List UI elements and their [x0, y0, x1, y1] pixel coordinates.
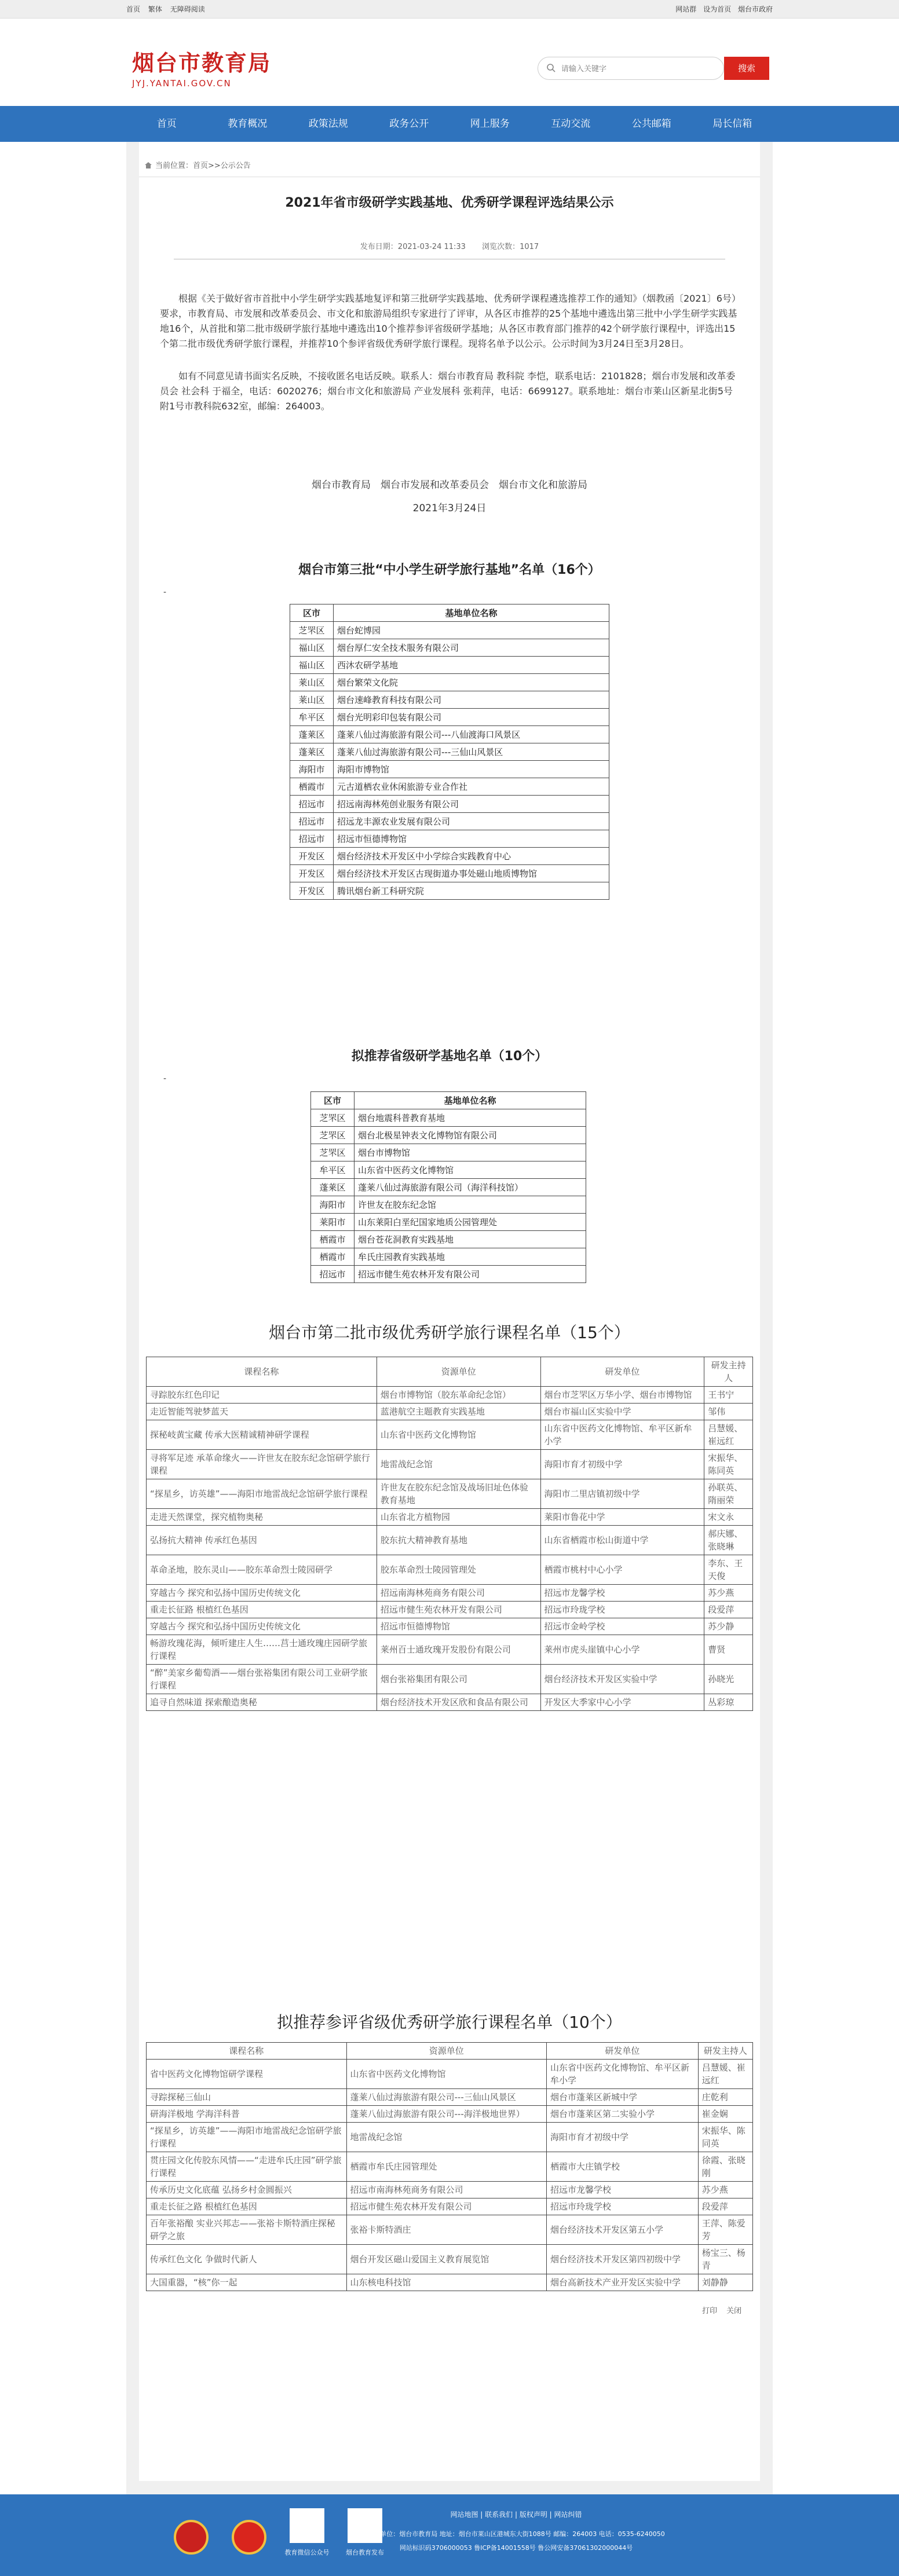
table-header: 研发单位	[547, 2043, 699, 2060]
table-cell: 蓬莱八仙过海旅游有限公司---三仙山风景区	[346, 2089, 547, 2106]
table-row	[311, 1196, 586, 1214]
table-cell: 招远市	[290, 830, 334, 848]
table-row	[147, 1665, 753, 1694]
print-bar	[695, 2304, 741, 2315]
table-cell: 百年张裕酿 实业兴邦志——张裕卡斯特酒庄探秘研学之旅	[147, 2215, 347, 2245]
table-cell: 山东核电科技馆	[346, 2274, 547, 2291]
table-row	[311, 1144, 586, 1161]
table-row	[147, 1420, 753, 1450]
table-cell: 寻踪胶东红色印记	[147, 1387, 377, 1404]
nav-overview[interactable]: 教育概况	[228, 118, 268, 130]
table-row	[147, 2152, 753, 2182]
table-row	[290, 796, 609, 813]
table-header: 基地单位名称	[334, 604, 609, 622]
table-cell: 传承红色文化 争做时代新人	[147, 2245, 347, 2274]
table-cell: 招远南海林苑创业服务有限公司	[334, 796, 609, 813]
table-row	[290, 848, 609, 865]
table-cell: 李东、王天俊	[704, 1555, 753, 1585]
table-cell: 海阳市	[290, 761, 334, 778]
table-cell: 山东省中医药文化博物馆、牟平区新牟小学	[547, 2060, 699, 2089]
table-cell: 芝罘区	[290, 622, 334, 639]
table-cell: 穿越古今 探究和弘扬中国历史传统文化	[147, 1618, 377, 1635]
table-cell: 蓬莱八仙过海旅游有限公司（海洋科技馆）	[355, 1179, 586, 1196]
table-cell: 传承历史文化底蕴 弘扬乡村金圆振兴	[147, 2182, 347, 2198]
table-header: 区市	[311, 1092, 355, 1109]
table-cell: 开发区	[290, 865, 334, 882]
paragraph-1: 根据《关于做好省市首批中小学生研学实践基地复评和第三批研学实践基地、优秀研学课程遴选推荐工作的通知》（烟教函〔2021〕6号）要求，市教育局、市发展和改革委员会、市文化和旅游局组织专家进行了评审，从各区市推荐的25个基地中遴选出第三批中小学生研学实践基地16个，从首批和第二批市级研学旅行基地中遴选出10个推荐参评省级研学基地；从各区市教育部门推荐的42个研学旅行课程中，评选出15个第二批市级优秀研学旅行课程，并推荐10个参评省级优秀研学旅行课程。现将名单予以公示。公示时间为3月24日至3月28日。	[160, 293, 737, 349]
table-row	[147, 1509, 753, 1526]
table-row	[147, 2215, 753, 2245]
paragraph-2: 如有不同意见请书面实名反映，不接收匿名电话反映。联系人：烟台市教育局 教科院 李恺，联系电话：2101828；烟台市发展和改革委员会 社会科 于福全，电话：6020276；烟台市文化和旅游局 产业发展科 张莉萍，电话：6699127。联系地址：烟台市莱山区新星北街5号附1号市教科院632室，邮编：264003。	[160, 371, 736, 412]
table-row	[311, 1248, 586, 1266]
table-cell: 海阳市育才初级中学	[547, 2123, 699, 2152]
table-cell: 海阳市	[311, 1196, 355, 1214]
table-row	[290, 674, 609, 691]
search-button[interactable]: 搜索	[724, 57, 769, 80]
table-header: 区市	[290, 604, 334, 622]
nav-interact[interactable]: 互动交流	[551, 118, 591, 130]
table-cell: 走进天然课堂，探究植物奥秘	[147, 1509, 377, 1526]
table-row	[147, 2245, 753, 2274]
table-row	[147, 1387, 753, 1404]
logo-title: 烟台市教育局	[132, 50, 272, 76]
table-row	[290, 882, 609, 900]
table-row	[147, 1585, 753, 1602]
table-cell: 弘扬抗大精神 传承红色基因	[147, 1526, 377, 1555]
table-cell: 烟台张裕集团有限公司	[377, 1665, 540, 1694]
topbar-traditional-link[interactable]: 繁体	[148, 5, 162, 13]
table-cell: 王书宁	[704, 1387, 753, 1404]
article-meta	[139, 240, 760, 251]
nav-policy[interactable]: 政策法规	[308, 118, 348, 130]
table-row	[290, 865, 609, 882]
table-cell: 莱州百士通玫瑰开发股份有限公司	[377, 1635, 540, 1665]
table-cell: 栖霞市牟氏庄园管理处	[346, 2152, 547, 2182]
table-cell: 王萍、陈爱芳	[698, 2215, 752, 2245]
table-row	[290, 657, 609, 674]
table-header: 研发单位	[540, 1357, 704, 1387]
section3-title: 烟台市第二批市级优秀研学旅行课程名单（15个）	[269, 1323, 630, 1342]
table-row	[290, 709, 609, 726]
table-row	[147, 2274, 753, 2291]
table-cell: 腾讯烟台新工科研究院	[334, 882, 609, 900]
search-box	[538, 57, 724, 80]
nav-services[interactable]: 网上服务	[470, 118, 510, 130]
table-cell: 牟平区	[290, 709, 334, 726]
table-cell: 烟台光明彩印包装有限公司	[334, 709, 609, 726]
nav-mail[interactable]: 公共邮箱	[631, 118, 671, 130]
table-cell: 重走长征路 根植红色基因	[147, 1602, 377, 1618]
table-row	[290, 743, 609, 761]
table-row	[311, 1109, 586, 1127]
table-cell: 贯庄园文化传胶东风情——“走进牟氏庄园”研学旅行课程	[147, 2152, 347, 2182]
table-cell: 烟台市博物馆	[355, 1144, 586, 1161]
table-cell: 段爱萍	[704, 1602, 753, 1618]
table-cell: 曹贤	[704, 1635, 753, 1665]
table-cell: 烟台经济技术开发区中小学综合实践教育中心	[334, 848, 609, 865]
table-cell: 寻将军足迹 承革命缘火——许世友在胶东纪念馆研学旅行课程	[147, 1450, 377, 1479]
table-cell: 招远市龙馨学校	[540, 1585, 704, 1602]
article	[139, 142, 760, 2481]
table-cell: 许世友在胶东纪念馆	[355, 1196, 586, 1214]
topbar-sitegroup-link[interactable]: 网站群	[675, 5, 697, 13]
signers: 烟台市教育局 烟台市发展和改革委员会 烟台市文化和旅游局	[312, 479, 587, 491]
page-title: 2021年省市级研学实践基地、优秀研学课程评选结果公示	[285, 196, 614, 210]
table-cell: “探星乡，访英雄”——海阳市地雷战纪念馆研学旅行课程	[147, 2123, 347, 2152]
table-cell: 张裕卡斯特酒庄	[346, 2215, 547, 2245]
table-cell: 吕慧媛、崔远红	[698, 2060, 752, 2089]
table-cell: 胶东革命烈士陵园管理处	[377, 1555, 540, 1585]
table-row	[290, 622, 609, 639]
table-row	[147, 1555, 753, 1585]
topbar-gov-link[interactable]: 烟台市政府	[737, 5, 773, 13]
table-cell: 烟台市福山区实验中学	[540, 1404, 704, 1420]
table-cell: 海阳市博物馆	[334, 761, 609, 778]
table-header: 基地单位名称	[355, 1092, 586, 1109]
breadcrumb	[145, 159, 251, 170]
table-cell: 烟台经济技术开发区第四初级中学	[547, 2245, 699, 2274]
table-cell: 烟台经济技术开发区实验中学	[540, 1665, 704, 1694]
footer-links[interactable]: 网站地图 | 联系我们 | 版权声明 | 网站纠错	[450, 2511, 582, 2519]
section4-title: 拟推荐参评省级优秀研学旅行课程名单（10个）	[277, 2013, 622, 2032]
site-logo[interactable]	[132, 45, 271, 89]
table-row	[311, 1161, 586, 1179]
table-cell: 招远南海林苑商务有限公司	[377, 1585, 540, 1602]
top-bar	[0, 0, 899, 19]
table-cell: 海阳市二里店镇初级中学	[540, 1479, 704, 1509]
table-cell: 芝罘区	[311, 1109, 355, 1127]
table-cell: 芝罘区	[311, 1144, 355, 1161]
table-cell: 山东省中医药文化博物馆	[346, 2060, 547, 2089]
table-cell: 烟台厚仁安全技术服务有限公司	[334, 639, 609, 657]
table-cell: 开发区	[290, 848, 334, 865]
table-cell: 孙晓光	[704, 1665, 753, 1694]
table-cell: 烟台开发区磁山爱国主义教育展览馆	[346, 2245, 547, 2274]
table-cell: 招远市玲珑学校	[540, 1602, 704, 1618]
footer-info: 主办单位：烟台市教育局 地址：烟台市莱山区港城东大街1088号 邮编：264003 电话：0535-6240050	[367, 2530, 665, 2538]
table-cell: 烟台速峰教育科技有限公司	[334, 691, 609, 709]
table-cell: 吕慧媛、崔远红	[704, 1420, 753, 1450]
table-header: 研发主持人	[704, 1357, 753, 1387]
table-cell: 山东省中医药文化博物馆	[355, 1161, 586, 1179]
table-row	[290, 726, 609, 743]
qr-label-1: 教育微信公众号	[284, 2549, 330, 2556]
topbar-accessible-link[interactable]: 无障碍阅读	[170, 5, 205, 13]
table-row	[147, 1404, 753, 1420]
table-header: 课程名称	[147, 1357, 377, 1387]
table-cell: 山东省中医药文化博物馆、牟平区新牟小学	[540, 1420, 704, 1450]
table-cell: 蓬莱区	[290, 743, 334, 761]
table-cell: 栖霞市桃村中心小学	[540, 1555, 704, 1585]
search-input[interactable]	[561, 63, 700, 75]
topbar-sethome-link[interactable]: 设为首页	[703, 5, 732, 13]
table-cell: “醉”美家乡葡萄酒——烟台张裕集团有限公司工业研学旅行课程	[147, 1665, 377, 1694]
table-cell: 穿越古今 探究和弘扬中国历史传统文化	[147, 1585, 377, 1602]
view-count: 浏览次数：1017	[482, 243, 539, 251]
section2-dash: -	[163, 1074, 167, 1083]
table-cell: 崔金娴	[698, 2106, 752, 2123]
table-cell: 烟台繁荣文化院	[334, 674, 609, 691]
table-cell: 苏少静	[704, 1618, 753, 1635]
table-row	[147, 2123, 753, 2152]
table-header: 资源单位	[346, 2043, 547, 2060]
table-cell: 苏少燕	[704, 1585, 753, 1602]
table-row	[290, 830, 609, 848]
table-cell: 胶东抗大精神教育基地	[377, 1526, 540, 1555]
table-row	[147, 1602, 753, 1618]
table-cell: 苏少燕	[698, 2182, 752, 2198]
logo-domain: JYJ.YANTAI.GOV.CN	[132, 78, 232, 89]
qr-label-2: 烟台教育发布	[346, 2549, 384, 2556]
table-cell: 烟台北极星钟表文化博物馆有限公司	[355, 1127, 586, 1144]
table-row	[147, 1694, 753, 1711]
table-cell: 招远市	[311, 1266, 355, 1283]
topbar-home-link[interactable]: 首页	[126, 5, 141, 13]
table-cell: 莱阳市	[311, 1214, 355, 1231]
table-cell: 牟氏庄园教育实践基地	[355, 1248, 586, 1266]
table-cell: 招远市	[290, 813, 334, 830]
table-cell: 招远龙丰源农业发展有限公司	[334, 813, 609, 830]
table-cell: 开发区	[290, 882, 334, 900]
table-cell: 畅游玫瑰花海，倾听建庄人生……莒士通玫瑰庄园研学旅行课程	[147, 1635, 377, 1665]
publish-date: 发布日期：2021-03-24 11:33	[360, 243, 466, 251]
table-cell: 牟平区	[311, 1161, 355, 1179]
table-cell: 西沐农研学基地	[334, 657, 609, 674]
table-cell: 寻踪探秘三仙山	[147, 2089, 347, 2106]
table-cell: 福山区	[290, 657, 334, 674]
table-cell: 段爱萍	[698, 2198, 752, 2215]
table-row	[311, 1231, 586, 1248]
table-row	[290, 761, 609, 778]
table-cell: 烟台市蓬莱区第二实验小学	[547, 2106, 699, 2123]
table-cell: 郝庆娜、张晓琳	[704, 1526, 753, 1555]
table-cell: 蓬莱八仙过海旅游有限公司---三仙山风景区	[334, 743, 609, 761]
table-cell: 地雷战纪念馆	[377, 1450, 540, 1479]
table-row	[147, 1450, 753, 1479]
table-cell: 开发区大季家中心小学	[540, 1694, 704, 1711]
table-cell: 栖霞市	[311, 1248, 355, 1266]
table-cell: 烟台经济技术开发区第五小学	[547, 2215, 699, 2245]
table-row	[311, 1214, 586, 1231]
table-cell: 烟台市博物馆（胶东革命纪念馆）	[377, 1387, 540, 1404]
table-cell: 栖霞市大庄镇学校	[547, 2152, 699, 2182]
table-cell: 地雷战纪念馆	[346, 2123, 547, 2152]
table-cell: 探秘岐黄宝藏 传承大医精诚精神研学课程	[147, 1420, 377, 1450]
table-cell: 山东省中医药文化博物馆	[377, 1420, 540, 1450]
table-cell: 烟台苍花洞教育实践基地	[355, 1231, 586, 1248]
table-cell: 招远市	[290, 796, 334, 813]
table-cell: 追寻自然味道 探索酿造奥秘	[147, 1694, 377, 1711]
table-cell: 招远市恒德博物馆	[377, 1618, 540, 1635]
home-icon	[145, 162, 152, 168]
table-cell: 蓬莱区	[290, 726, 334, 743]
table-row	[147, 2089, 753, 2106]
table-row	[147, 1635, 753, 1665]
table-row	[311, 1266, 586, 1283]
print-button[interactable]: 打印	[702, 2307, 718, 2315]
table-cell: 山东省北方植物园	[377, 1509, 540, 1526]
table-header: 课程名称	[147, 2043, 347, 2060]
table-cell: 栖霞市	[311, 1231, 355, 1248]
table-row	[311, 1127, 586, 1144]
table-cell: 邹伟	[704, 1404, 753, 1420]
table-cell: 宋振华、陈同英	[698, 2123, 752, 2152]
table-cell: 栖霞市	[290, 778, 334, 796]
table-cell: 蓬莱八仙过海旅游有限公司---八仙渡海口风景区	[334, 726, 609, 743]
table-cell: 山东莱阳白垩纪国家地质公园管理处	[355, 1214, 586, 1231]
section2-table	[310, 1091, 586, 1283]
table-cell: 蓬莱八仙过海旅游有限公司---海洋极地世界）	[346, 2106, 547, 2123]
search-icon	[546, 63, 556, 72]
main-nav	[0, 106, 899, 142]
section1-title: 烟台市第三批“中小学生研学旅行基地”名单（16个）	[298, 563, 601, 577]
table-row	[311, 1179, 586, 1196]
table-cell: 烟台高新技术产业开发区实验中学	[547, 2274, 699, 2291]
close-button[interactable]: 关闭	[726, 2307, 742, 2315]
section4-table	[146, 2042, 753, 2291]
table-cell: 孙联英、隋丽荣	[704, 1479, 753, 1509]
table-cell: 福山区	[290, 639, 334, 657]
table-cell: 省中医药文化博物馆研学课程	[147, 2060, 347, 2089]
table-cell: 招远市健生苑农林开发有限公司	[377, 1602, 540, 1618]
breadcrumb-text[interactable]: 当前位置：首页>>公示公告	[155, 162, 251, 170]
table-cell: 招远市南海林苑商务有限公司	[346, 2182, 547, 2198]
table-cell: 莱阳市鲁花中学	[540, 1509, 704, 1526]
table-cell: 丛彩琼	[704, 1694, 753, 1711]
table-cell: 烟台经济技术开发区古现街道办事处磁山地质博物馆	[334, 865, 609, 882]
table-cell: 蓬莱区	[311, 1179, 355, 1196]
table-cell: 庄乾利	[698, 2089, 752, 2106]
table-cell: 芝罘区	[311, 1127, 355, 1144]
table-row	[147, 2106, 753, 2123]
table-row	[147, 1618, 753, 1635]
table-cell: 招远市玲珑学校	[547, 2198, 699, 2215]
table-cell: 莱山区	[290, 674, 334, 691]
table-cell: 莱州市虎头崖镇中心小学	[540, 1635, 704, 1665]
table-cell: 烟台市芝罘区万华小学、烟台市博物馆	[540, 1387, 704, 1404]
table-cell: 研海洋极地 学海洋科普	[147, 2106, 347, 2123]
table-row	[147, 2198, 753, 2215]
table-row	[290, 813, 609, 830]
table-header: 资源单位	[377, 1357, 540, 1387]
table-cell: 走近智能驾驶梦蓝天	[147, 1404, 377, 1420]
nav-public[interactable]: 政务公开	[389, 118, 429, 130]
table-cell: 烟台经济技术开发区欣和食品有限公司	[377, 1694, 540, 1711]
table-cell: 刘静静	[698, 2274, 752, 2291]
table-cell: 烟台蛇博园	[334, 622, 609, 639]
table-cell: 招远市健生苑农林开发有限公司	[355, 1266, 586, 1283]
table-cell: 招远市龙馨学校	[547, 2182, 699, 2198]
section1-dash: -	[163, 588, 167, 597]
table-cell: 大国重器，“核”你一起	[147, 2274, 347, 2291]
nav-home[interactable]: 首页	[156, 118, 177, 130]
table-cell: 重走长征之路 根植红色基因	[147, 2198, 347, 2215]
table-cell: 山东省栖霞市松山街道中学	[540, 1526, 704, 1555]
table-cell: 招远市金岭学校	[540, 1618, 704, 1635]
table-cell: 革命圣地，胶东灵山——胶东革命烈士陵园研学	[147, 1555, 377, 1585]
table-cell: 莱山区	[290, 691, 334, 709]
section1-table	[290, 604, 609, 900]
footer-icp: 网站标识码3706000053 鲁ICP备14001558号 鲁公网安备37061302000044号	[399, 2544, 633, 2552]
sign-date: 2021年3月24日	[412, 503, 487, 514]
table-row	[290, 639, 609, 657]
table-row	[290, 691, 609, 709]
table-row	[147, 1526, 753, 1555]
table-cell: 宋振华、陈同英	[704, 1450, 753, 1479]
table-cell: 杨宝三、杨青	[698, 2245, 752, 2274]
table-cell: 海阳市育才初级中学	[540, 1450, 704, 1479]
table-cell: 烟台地震科普教育基地	[355, 1109, 586, 1127]
table-row	[290, 778, 609, 796]
table-cell: 徐霞、张晓刚	[698, 2152, 752, 2182]
table-cell: 招远市恒德博物馆	[334, 830, 609, 848]
table-cell: 烟台市蓬莱区新城中学	[547, 2089, 699, 2106]
table-row	[147, 2060, 753, 2089]
table-header: 研发主持人	[698, 2043, 752, 2060]
table-cell: 元古道栖农业休闲旅游专业合作社	[334, 778, 609, 796]
table-cell: 许世友在胶东纪念馆及战场旧址色体验教育基地	[377, 1479, 540, 1509]
table-cell: 蓝港航空主题教育实践基地	[377, 1404, 540, 1420]
table-cell: “探星乡，访英雄”——海阳市地雷战纪念馆研学旅行课程	[147, 1479, 377, 1509]
table-cell: 宋文永	[704, 1509, 753, 1526]
section3-table	[146, 1357, 753, 1711]
footer	[0, 2494, 899, 2576]
nav-director[interactable]: 局长信箱	[712, 118, 752, 130]
table-cell: 招远市健生苑农林开发有限公司	[346, 2198, 547, 2215]
table-row	[147, 1479, 753, 1509]
table-row	[147, 2182, 753, 2198]
section2-title: 拟推荐省级研学基地名单（10个）	[351, 1049, 548, 1064]
